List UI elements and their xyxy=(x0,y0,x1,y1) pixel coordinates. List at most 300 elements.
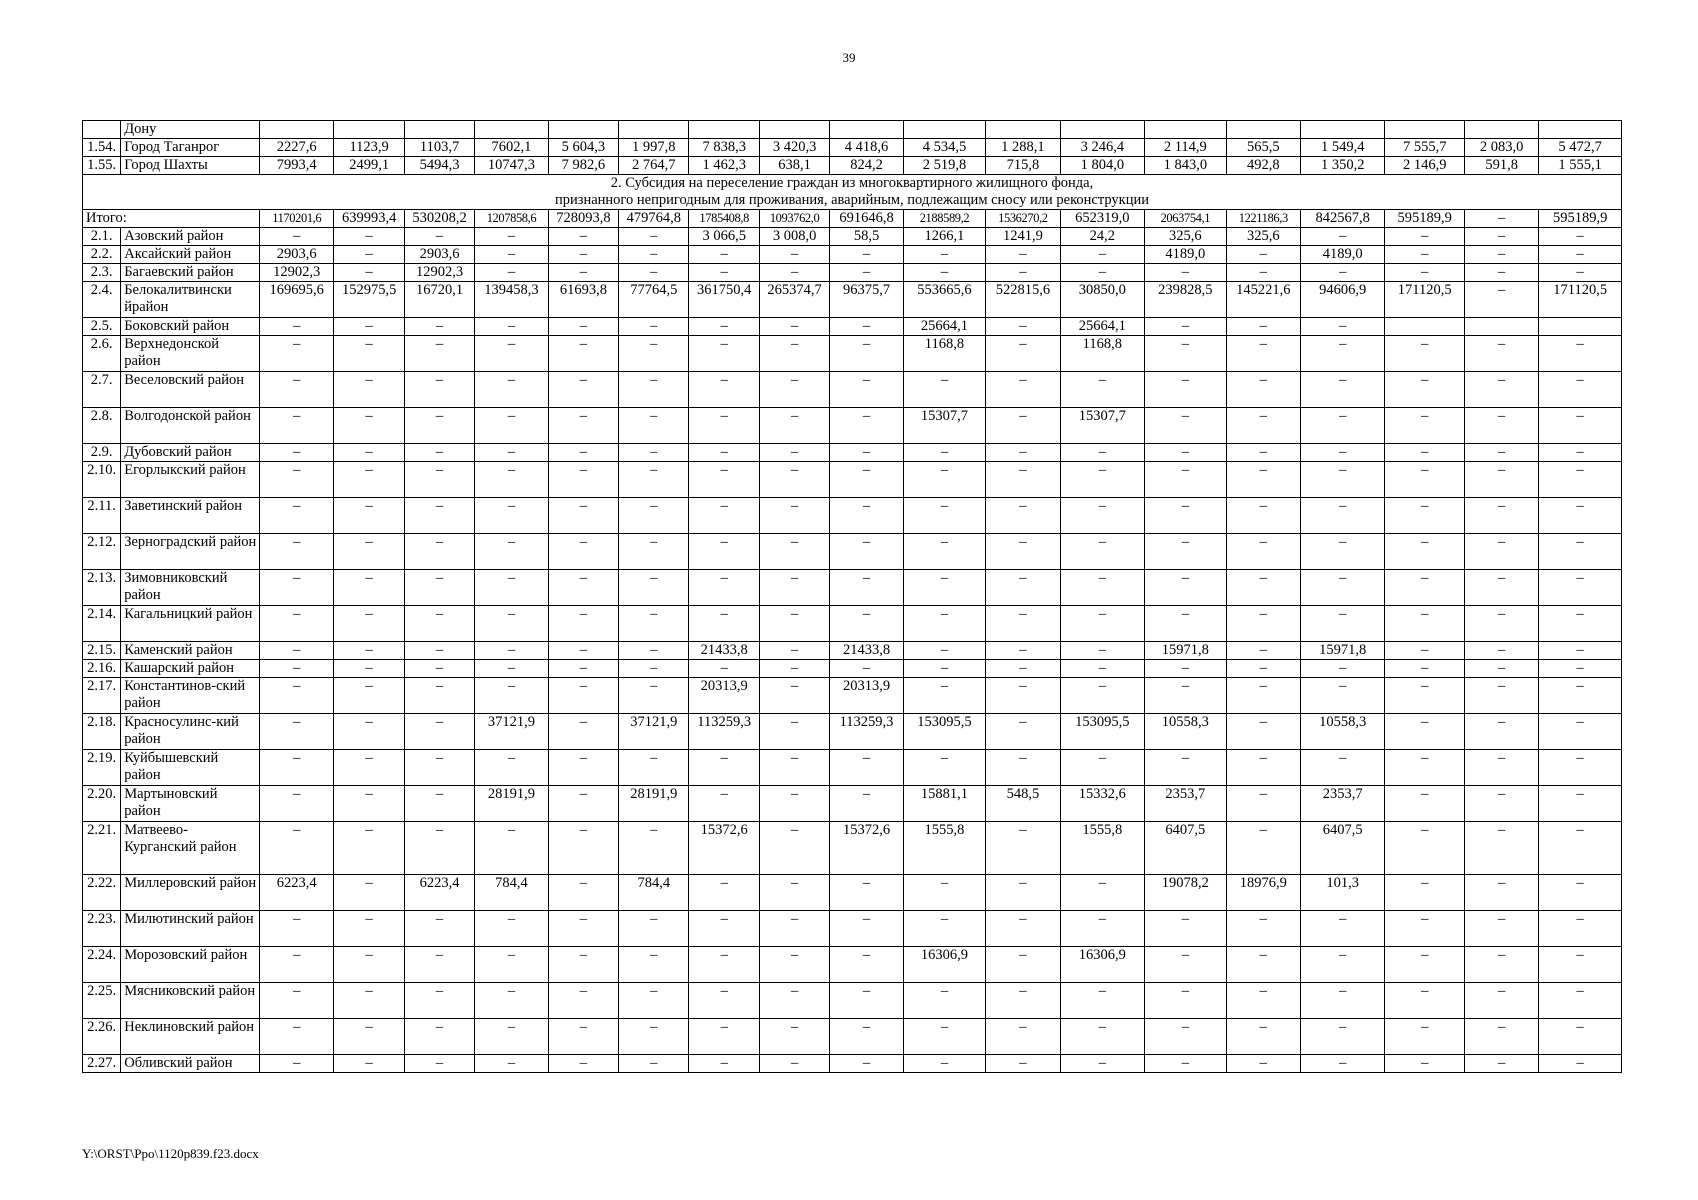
value-cell-9: – xyxy=(830,911,903,947)
value-cell-13: 10558,3 xyxy=(1145,714,1226,750)
value-cell-14: – xyxy=(1226,444,1300,462)
value-cell-7: – xyxy=(689,570,759,606)
value-cell-8: – xyxy=(759,336,829,372)
value-cell-15: – xyxy=(1300,678,1384,714)
value-cell-11: – xyxy=(986,911,1060,947)
value-cell-8: – xyxy=(759,534,829,570)
value-cell-9: – xyxy=(830,660,903,678)
value-cell-7: – xyxy=(689,534,759,570)
value-cell-13 xyxy=(1145,121,1226,139)
value-cell-12: – xyxy=(1060,372,1144,408)
value-cell-8: 1093762,0 xyxy=(759,210,829,228)
district-name: Морозовский район xyxy=(121,947,260,983)
value-cell-7: – xyxy=(689,750,759,786)
value-cell-16: – xyxy=(1385,947,1464,983)
value-cell-7: – xyxy=(689,1055,759,1073)
value-cell-8: – xyxy=(759,822,829,875)
value-cell-17: – xyxy=(1464,786,1538,822)
value-cell-12 xyxy=(1060,121,1144,139)
district-name: Кашарский район xyxy=(121,660,260,678)
value-cell-15: – xyxy=(1300,1055,1384,1073)
value-cell-4: – xyxy=(475,678,548,714)
value-cell-18: – xyxy=(1539,264,1622,282)
value-cell-1: – xyxy=(260,947,334,983)
value-cell-11: – xyxy=(986,408,1060,444)
value-cell-8: – xyxy=(759,947,829,983)
value-cell-8: – xyxy=(759,750,829,786)
table-row xyxy=(83,1055,1622,1073)
value-cell-16: – xyxy=(1385,822,1464,875)
value-cell-12: 25664,1 xyxy=(1060,318,1144,336)
value-cell-5: – xyxy=(548,228,618,246)
value-cell-13: – xyxy=(1145,498,1226,534)
value-cell-18: – xyxy=(1539,822,1622,875)
value-cell-9: – xyxy=(830,408,903,444)
district-name: Обливский район xyxy=(121,1055,260,1073)
value-cell-13: – xyxy=(1145,947,1226,983)
value-cell-11: – xyxy=(986,714,1060,750)
value-cell-6: – xyxy=(619,750,689,786)
value-cell-15: 842567,8 xyxy=(1300,210,1384,228)
value-cell-7: – xyxy=(689,372,759,408)
value-cell-10: – xyxy=(903,444,985,462)
value-cell-4: – xyxy=(475,822,548,875)
value-cell-15: 1 549,4 xyxy=(1300,139,1384,157)
value-cell-3: – xyxy=(404,786,474,822)
value-cell-8: – xyxy=(759,678,829,714)
value-cell-18: – xyxy=(1539,444,1622,462)
value-cell-16: – xyxy=(1385,786,1464,822)
value-cell-1: – xyxy=(260,534,334,570)
value-cell-15: – xyxy=(1300,1019,1384,1055)
district-name: Багаевский район xyxy=(121,264,260,282)
value-cell-14: – xyxy=(1226,1055,1300,1073)
row-number: 2.14. xyxy=(83,606,121,642)
value-cell-18: – xyxy=(1539,786,1622,822)
value-cell-17: – xyxy=(1464,372,1538,408)
value-cell-11: – xyxy=(986,534,1060,570)
value-cell-12: – xyxy=(1060,875,1144,911)
district-name: Аксайский район xyxy=(121,246,260,264)
value-cell-12: – xyxy=(1060,642,1144,660)
district-name: Неклиновский район xyxy=(121,1019,260,1055)
value-cell-11: – xyxy=(986,246,1060,264)
district-name: Милютинский район xyxy=(121,911,260,947)
value-cell-9: – xyxy=(830,570,903,606)
value-cell-5: 7 982,6 xyxy=(548,157,618,175)
value-cell-9: – xyxy=(830,246,903,264)
district-name: Дубовский район xyxy=(121,444,260,462)
table-row xyxy=(83,947,1622,983)
value-cell-10: 2 519,8 xyxy=(903,157,985,175)
row-number: 1.55. xyxy=(83,157,121,175)
value-cell-3: – xyxy=(404,983,474,1019)
row-number: 2.11. xyxy=(83,498,121,534)
row-number: 2.3. xyxy=(83,264,121,282)
value-cell-15: – xyxy=(1300,660,1384,678)
value-cell-6: 479764,8 xyxy=(619,210,689,228)
value-cell-16: – xyxy=(1385,911,1464,947)
value-cell-4: – xyxy=(475,318,548,336)
value-cell-3: – xyxy=(404,318,474,336)
value-cell-11 xyxy=(986,121,1060,139)
value-cell-2: – xyxy=(334,228,404,246)
value-cell-6: 784,4 xyxy=(619,875,689,911)
value-cell-11: 715,8 xyxy=(986,157,1060,175)
value-cell-14: – xyxy=(1226,1019,1300,1055)
value-cell-7: – xyxy=(689,947,759,983)
value-cell-2: – xyxy=(334,498,404,534)
table-row xyxy=(83,534,1622,570)
value-cell-6: – xyxy=(619,336,689,372)
value-cell-5: 61693,8 xyxy=(548,282,618,318)
value-cell-5: – xyxy=(548,462,618,498)
row-number: 2.17. xyxy=(83,678,121,714)
value-cell-5 xyxy=(548,121,618,139)
row-number: 2.21. xyxy=(83,822,121,875)
value-cell-9: 824,2 xyxy=(830,157,903,175)
row-number: 2.2. xyxy=(83,246,121,264)
value-cell-11: – xyxy=(986,1019,1060,1055)
district-name: Куйбышевский район xyxy=(121,750,260,786)
value-cell-10: 15307,7 xyxy=(903,408,985,444)
value-cell-14: – xyxy=(1226,336,1300,372)
value-cell-3: – xyxy=(404,408,474,444)
value-cell-10: – xyxy=(903,660,985,678)
value-cell-8: – xyxy=(759,911,829,947)
value-cell-12: 24,2 xyxy=(1060,228,1144,246)
value-cell-13: 325,6 xyxy=(1145,228,1226,246)
value-cell-14: – xyxy=(1226,714,1300,750)
value-cell-7: – xyxy=(689,660,759,678)
value-cell-2: – xyxy=(334,534,404,570)
value-cell-10: – xyxy=(903,570,985,606)
value-cell-18: – xyxy=(1539,642,1622,660)
value-cell-16: – xyxy=(1385,462,1464,498)
value-cell-7: – xyxy=(689,462,759,498)
value-cell-2: – xyxy=(334,570,404,606)
value-cell-1: 2227,6 xyxy=(260,139,334,157)
value-cell-12: – xyxy=(1060,534,1144,570)
value-cell-13: – xyxy=(1145,264,1226,282)
value-cell-5: – xyxy=(548,750,618,786)
value-cell-14: – xyxy=(1226,462,1300,498)
district-name: Миллеровский район xyxy=(121,875,260,911)
value-cell-1: – xyxy=(260,642,334,660)
value-cell-8: – xyxy=(759,1019,829,1055)
value-cell-11: – xyxy=(986,822,1060,875)
value-cell-12: – xyxy=(1060,983,1144,1019)
value-cell-13: 1 843,0 xyxy=(1145,157,1226,175)
value-cell-5: – xyxy=(548,642,618,660)
value-cell-2: – xyxy=(334,786,404,822)
value-cell-15: – xyxy=(1300,570,1384,606)
value-cell-3: 12902,3 xyxy=(404,264,474,282)
value-cell-17 xyxy=(1464,318,1538,336)
value-cell-5: – xyxy=(548,947,618,983)
table-row xyxy=(83,750,1622,786)
value-cell-13: 2063754,1 xyxy=(1145,210,1226,228)
value-cell-15: – xyxy=(1300,983,1384,1019)
value-cell-3: – xyxy=(404,498,474,534)
value-cell-1: – xyxy=(260,786,334,822)
value-cell-9: 58,5 xyxy=(830,228,903,246)
value-cell-17: – xyxy=(1464,983,1538,1019)
value-cell-2: – xyxy=(334,1019,404,1055)
value-cell-9: 20313,9 xyxy=(830,678,903,714)
value-cell-15: 94606,9 xyxy=(1300,282,1384,318)
value-cell-4: – xyxy=(475,947,548,983)
value-cell-18: – xyxy=(1539,1019,1622,1055)
value-cell-14: 565,5 xyxy=(1226,139,1300,157)
value-cell-13: 15971,8 xyxy=(1145,642,1226,660)
value-cell-12: 30850,0 xyxy=(1060,282,1144,318)
table-row xyxy=(83,714,1622,750)
value-cell-16: 2 146,9 xyxy=(1385,157,1464,175)
value-cell-7: – xyxy=(689,875,759,911)
value-cell-8: – xyxy=(759,983,829,1019)
value-cell-16: – xyxy=(1385,372,1464,408)
value-cell-18: 5 472,7 xyxy=(1539,139,1622,157)
page-number: 39 xyxy=(842,50,856,65)
value-cell-7 xyxy=(689,121,759,139)
value-cell-16: – xyxy=(1385,408,1464,444)
value-cell-16: – xyxy=(1385,750,1464,786)
value-cell-5: – xyxy=(548,983,618,1019)
value-cell-8: – xyxy=(759,786,829,822)
value-cell-17: – xyxy=(1464,606,1538,642)
value-cell-9: 691646,8 xyxy=(830,210,903,228)
value-cell-3: 5494,3 xyxy=(404,157,474,175)
value-cell-3: 6223,4 xyxy=(404,875,474,911)
district-name: Верхнедонской район xyxy=(121,336,260,372)
value-cell-17: – xyxy=(1464,246,1538,264)
value-cell-5: – xyxy=(548,336,618,372)
value-cell-9 xyxy=(830,121,903,139)
section-title-line1: 2. Субсидия на переселение граждан из многоквартирного жилищного фонда, xyxy=(610,175,1094,191)
value-cell-6: – xyxy=(619,678,689,714)
value-cell-5: – xyxy=(548,714,618,750)
value-cell-6 xyxy=(619,121,689,139)
value-cell-1: – xyxy=(260,750,334,786)
district-name: Мартыновский район xyxy=(121,786,260,822)
row-number: 2.9. xyxy=(83,444,121,462)
value-cell-10: – xyxy=(903,498,985,534)
value-cell-16: – xyxy=(1385,678,1464,714)
value-cell-17: 591,8 xyxy=(1464,157,1538,175)
value-cell-18: – xyxy=(1539,750,1622,786)
value-cell-7: – xyxy=(689,1019,759,1055)
value-cell-4: – xyxy=(475,660,548,678)
value-cell-17: – xyxy=(1464,822,1538,875)
value-cell-10: – xyxy=(903,462,985,498)
value-cell-11: – xyxy=(986,947,1060,983)
table-row xyxy=(83,318,1622,336)
value-cell-14: – xyxy=(1226,372,1300,408)
value-cell-15: 15971,8 xyxy=(1300,642,1384,660)
value-cell-5: – xyxy=(548,498,618,534)
value-cell-13: 6407,5 xyxy=(1145,822,1226,875)
value-cell-18: 595189,9 xyxy=(1539,210,1622,228)
value-cell-3: 530208,2 xyxy=(404,210,474,228)
table-row xyxy=(83,822,1622,875)
total-row xyxy=(83,210,1622,228)
value-cell-14: 145221,6 xyxy=(1226,282,1300,318)
value-cell-13: – xyxy=(1145,372,1226,408)
value-cell-2 xyxy=(334,121,404,139)
value-cell-15: – xyxy=(1300,534,1384,570)
value-cell-14: – xyxy=(1226,606,1300,642)
value-cell-18: – xyxy=(1539,911,1622,947)
value-cell-6: – xyxy=(619,498,689,534)
value-cell-8: – xyxy=(759,372,829,408)
value-cell-1: 7993,4 xyxy=(260,157,334,175)
value-cell-2: – xyxy=(334,750,404,786)
value-cell-16: – xyxy=(1385,570,1464,606)
value-cell-10 xyxy=(903,121,985,139)
value-cell-10: – xyxy=(903,911,985,947)
value-cell-13: 19078,2 xyxy=(1145,875,1226,911)
value-cell-14: – xyxy=(1226,947,1300,983)
value-cell-6: – xyxy=(619,947,689,983)
value-cell-14: – xyxy=(1226,786,1300,822)
value-cell-2: – xyxy=(334,444,404,462)
value-cell-4: – xyxy=(475,462,548,498)
value-cell-9: 21433,8 xyxy=(830,642,903,660)
value-cell-17: – xyxy=(1464,642,1538,660)
table-row xyxy=(83,1019,1622,1055)
row-number: 2.22. xyxy=(83,875,121,911)
table-row xyxy=(83,157,1622,175)
value-cell-8: – xyxy=(759,660,829,678)
value-cell-9: – xyxy=(830,462,903,498)
value-cell-14: – xyxy=(1226,498,1300,534)
value-cell-13: – xyxy=(1145,336,1226,372)
value-cell-4: – xyxy=(475,911,548,947)
value-cell-9: – xyxy=(830,372,903,408)
value-cell-11: 1 288,1 xyxy=(986,139,1060,157)
value-cell-17: – xyxy=(1464,336,1538,372)
value-cell-13: – xyxy=(1145,606,1226,642)
table-row xyxy=(83,336,1622,372)
value-cell-7: 3 066,5 xyxy=(689,228,759,246)
value-cell-3: – xyxy=(404,228,474,246)
value-cell-2: – xyxy=(334,408,404,444)
value-cell-18: 1 555,1 xyxy=(1539,157,1622,175)
table-row xyxy=(83,570,1622,606)
row-number: 2.20. xyxy=(83,786,121,822)
value-cell-7: 1 462,3 xyxy=(689,157,759,175)
value-cell-1: – xyxy=(260,660,334,678)
value-cell-6: – xyxy=(619,444,689,462)
value-cell-4: – xyxy=(475,372,548,408)
value-cell-8: – xyxy=(759,498,829,534)
value-cell-17: – xyxy=(1464,282,1538,318)
value-cell-2: – xyxy=(334,875,404,911)
value-cell-3: – xyxy=(404,714,474,750)
value-cell-18: – xyxy=(1539,678,1622,714)
table-row xyxy=(83,786,1622,822)
value-cell-11: – xyxy=(986,318,1060,336)
value-cell-12: – xyxy=(1060,264,1144,282)
value-cell-6: 77764,5 xyxy=(619,282,689,318)
value-cell-8: 638,1 xyxy=(759,157,829,175)
value-cell-18: 171120,5 xyxy=(1539,282,1622,318)
value-cell-6: – xyxy=(619,534,689,570)
row-number xyxy=(83,121,121,139)
value-cell-2: – xyxy=(334,336,404,372)
value-cell-11: – xyxy=(986,983,1060,1019)
value-cell-4: 1207858,6 xyxy=(475,210,548,228)
value-cell-11: – xyxy=(986,1055,1060,1073)
value-cell-16: – xyxy=(1385,660,1464,678)
value-cell-12: 1 804,0 xyxy=(1060,157,1144,175)
value-cell-4: – xyxy=(475,642,548,660)
row-number: 2.12. xyxy=(83,534,121,570)
value-cell-4: 139458,3 xyxy=(475,282,548,318)
value-cell-13: – xyxy=(1145,983,1226,1019)
value-cell-10: – xyxy=(903,1019,985,1055)
value-cell-18: – xyxy=(1539,660,1622,678)
value-cell-1: 2903,6 xyxy=(260,246,334,264)
value-cell-12: – xyxy=(1060,444,1144,462)
value-cell-7: – xyxy=(689,264,759,282)
value-cell-8: – xyxy=(759,246,829,264)
value-cell-6: – xyxy=(619,822,689,875)
value-cell-12: – xyxy=(1060,750,1144,786)
value-cell-10: – xyxy=(903,750,985,786)
value-cell-18: – xyxy=(1539,498,1622,534)
value-cell-7: – xyxy=(689,983,759,1019)
value-cell-3: – xyxy=(404,1019,474,1055)
value-cell-10: 16306,9 xyxy=(903,947,985,983)
row-number: 2.15. xyxy=(83,642,121,660)
value-cell-4: – xyxy=(475,444,548,462)
value-cell-9: – xyxy=(830,444,903,462)
table-row xyxy=(83,228,1622,246)
value-cell-3: – xyxy=(404,606,474,642)
value-cell-7: – xyxy=(689,318,759,336)
value-cell-8: – xyxy=(759,408,829,444)
value-cell-12: 1168,8 xyxy=(1060,336,1144,372)
value-cell-14: – xyxy=(1226,911,1300,947)
value-cell-3: – xyxy=(404,660,474,678)
value-cell-17: – xyxy=(1464,570,1538,606)
value-cell-9: – xyxy=(830,750,903,786)
value-cell-2: – xyxy=(334,1055,404,1073)
value-cell-13: – xyxy=(1145,462,1226,498)
value-cell-14: – xyxy=(1226,822,1300,875)
section-title-line2: признанного непригодным для проживания, аварийным, подлежащим сносу или реконструкции xyxy=(554,192,1150,208)
value-cell-14: – xyxy=(1226,678,1300,714)
value-cell-1: – xyxy=(260,911,334,947)
value-cell-9: – xyxy=(830,983,903,1019)
value-cell-12: 1555,8 xyxy=(1060,822,1144,875)
value-cell-14: 1221186,3 xyxy=(1226,210,1300,228)
value-cell-3: – xyxy=(404,336,474,372)
value-cell-3: – xyxy=(404,911,474,947)
district-name: Белокалитвински йрайон xyxy=(121,282,260,318)
value-cell-11: 548,5 xyxy=(986,786,1060,822)
value-cell-4: – xyxy=(475,750,548,786)
value-cell-17 xyxy=(1464,121,1538,139)
value-cell-8: – xyxy=(759,444,829,462)
value-cell-1: 169695,6 xyxy=(260,282,334,318)
value-cell-12: 153095,5 xyxy=(1060,714,1144,750)
value-cell-15: – xyxy=(1300,336,1384,372)
value-cell-5: – xyxy=(548,444,618,462)
total-label: Итого: xyxy=(83,210,260,228)
